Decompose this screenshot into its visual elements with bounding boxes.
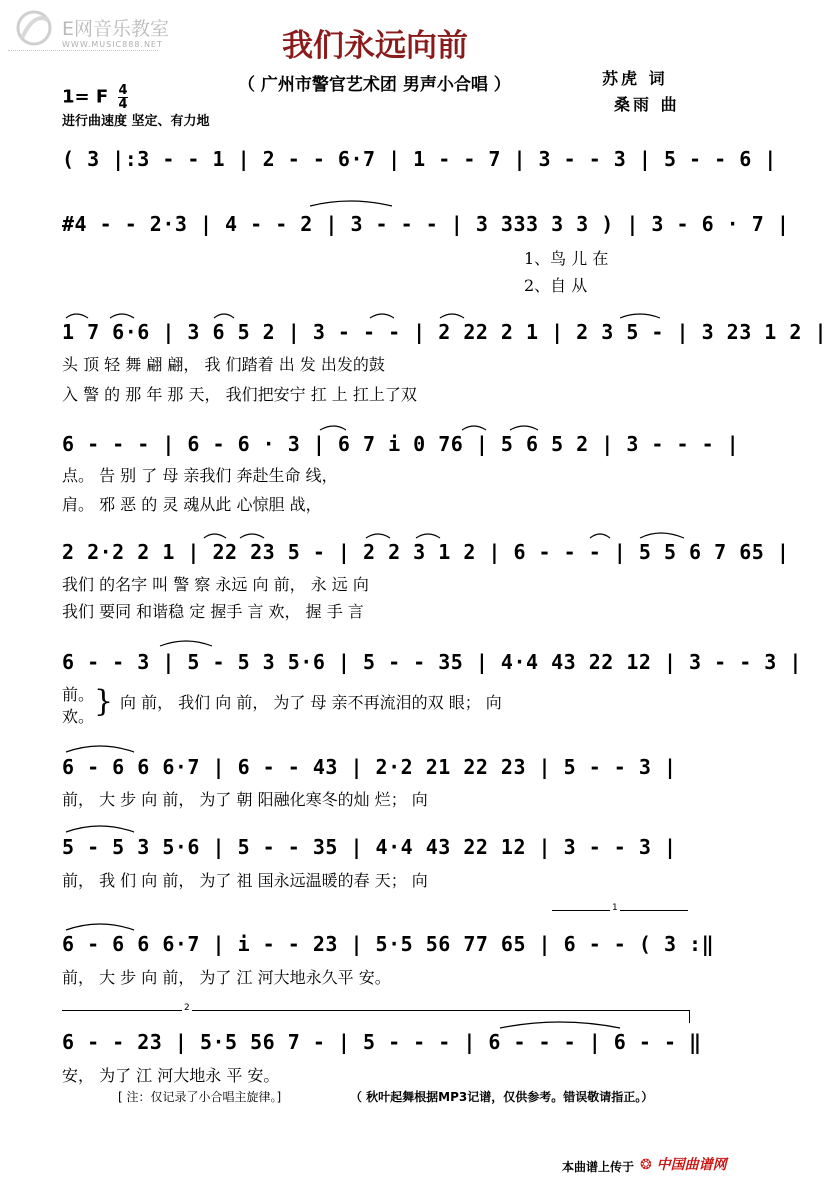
slur-arc: [320, 426, 346, 430]
time-signature-top: 4: [118, 83, 128, 98]
slur-arc: [500, 1022, 620, 1028]
slur-arc: [462, 426, 486, 430]
upload-label: 本曲谱上传于: [562, 1160, 635, 1174]
score-system-7: 6 - 6 6 6·7 | 6 - - 43 | 2·2 21 22 23 | 5 - - 3 |: [62, 755, 677, 779]
upload-site-name: 中国曲谱网: [656, 1157, 727, 1173]
footnote-melody: [ 注：仅记录了小合唱主旋律。]: [118, 1090, 282, 1104]
lyric-lead-verse-1: 前。: [62, 685, 95, 704]
key-label: 1= F: [62, 86, 109, 108]
watermark-url: WWW.MUSIC888.NET: [62, 40, 163, 49]
slur-arc: [310, 201, 392, 206]
lyric-chorus: 前， 大 步 向 前， 为了 朝 阳融化寒冬的灿 烂； 向: [62, 790, 428, 809]
score-system-6: 6 - - 3 | 5 - 5 3 5·6 | 5 - - 35 | 4·4 43 22 12 | 3 - - 3 |: [62, 650, 802, 674]
slur-arc: [416, 534, 440, 538]
slur-arc: [590, 534, 610, 538]
time-signature-bottom: 4: [118, 97, 128, 112]
slur-arc: [160, 641, 212, 646]
lyric-verse-1: 点。 告 别 了 母 亲我们 奔赴生命 线，: [62, 466, 338, 485]
slur-arc: [240, 534, 264, 538]
lyric-chorus: 前， 大 步 向 前， 为了 江 河大地永久平 安。: [62, 968, 391, 987]
song-title: 我们永远向前: [282, 28, 468, 64]
volta-number: 1: [612, 903, 618, 913]
score-system-2: #4 - - 2·3 | 4 - - 2 | 3 - - - | 3 333 3 3 ) | 3 - 6 · 7 |: [62, 212, 790, 236]
lyric-verse-2: 2、自 从: [524, 276, 588, 295]
tempo-marking: 进行曲速度 坚定、有力地: [62, 114, 210, 129]
volta-number: 2: [184, 1003, 190, 1013]
upload-site-logo[interactable]: [640, 1154, 727, 1174]
slur-arc: [510, 426, 538, 430]
score-system-4: 6 - - - | 6 - 6 · 3 | 6 7 i 0 76 | 5 6 5 2 | 3 - - - |: [62, 432, 740, 456]
score-system-5: 2 2·2 2 1 | 22 23 5 - | 2 2 3 1 2 | 6 - - - | 5 5 6 7 65 |: [62, 540, 790, 564]
slur-arc: [214, 314, 234, 318]
slur-arc: [370, 314, 394, 318]
slur-arc: [66, 826, 134, 832]
logo-mark-icon: ❂: [640, 1157, 652, 1173]
slur-arc: [640, 533, 684, 538]
lyric-ending: 安， 为了 江 河大地永 平 安。: [62, 1066, 280, 1085]
lyric-verse-1: 我们 的名字 叫 警 察 永远 向 前， 永 远 向: [62, 575, 369, 594]
lyric-verse-1: 1、鸟 儿 在: [524, 249, 609, 268]
score-system-8: 5 - 5 3 5·6 | 5 - - 35 | 4·4 43 22 12 | 3 - - 3 |: [62, 835, 677, 859]
slur-arc: [66, 746, 134, 752]
song-subtitle: （ 广州市警官艺术团 男声小合唱 ）: [238, 75, 511, 95]
score-system-10: 6 - - 23 | 5·5 56 7 - | 5 - - - | 6 - - - | 6 - - ‖: [62, 1030, 702, 1054]
verse-brace: }: [94, 684, 114, 719]
lyric-verse-2: 入 警 的 那 年 那 天， 我们把安宁 扛 上 扛上了双: [62, 385, 417, 404]
slur-arc: [366, 534, 390, 538]
slur-arc: [620, 314, 660, 318]
lyric-verse-2: 我们 要同 和谐稳 定 握手 言 欢， 握 手 言: [62, 602, 364, 621]
score-system-9: 6 - 6 6 6·7 | i - - 23 | 5·5 56 77 65 | 6 - - ( 3 :‖: [62, 932, 715, 956]
score-system-3: 1 7 6·6 | 3 6 5 2 | 3 - - - | 2 22 2 1 | 2 3 5 - | 3 23 1 2 |: [62, 320, 827, 344]
lyric-chorus: 向 前， 我们 向 前， 为了 母 亲不再流泪的双 眼； 向: [120, 693, 502, 712]
lyric-chorus: 前， 我 们 向 前， 为了 祖 国永远温暖的春 天； 向: [62, 871, 428, 890]
slur-arc: [110, 314, 134, 318]
slur-arc: [204, 534, 226, 538]
slur-arc: [440, 314, 464, 318]
lyric-verse-2: 肩。 邪 恶 的 灵 魂从此 心惊胆 战，: [62, 495, 322, 514]
lyric-verse-1: 头 顶 轻 舞 翩 翩， 我 们踏着 出 发 出发的鼓: [62, 355, 385, 374]
lyricist-credit: 苏虎 词: [602, 69, 668, 88]
score-system-1: ( 3 |:3 - - 1 | 2 - - 6·7 | 1 - - 7 | 3 - - 3 | 5 - - 6 |: [62, 147, 777, 171]
slur-arc: [66, 924, 134, 930]
slur-arc: [66, 314, 88, 318]
composer-credit: 桑雨 曲: [614, 95, 680, 114]
lyric-lead-verse-2: 欢。: [62, 707, 95, 726]
watermark-site-name: E网音乐教室: [62, 18, 170, 40]
footnote-source: （ 秋叶起舞根据MP3记谱，仅供参考。错误敬请指正。）: [350, 1090, 654, 1104]
